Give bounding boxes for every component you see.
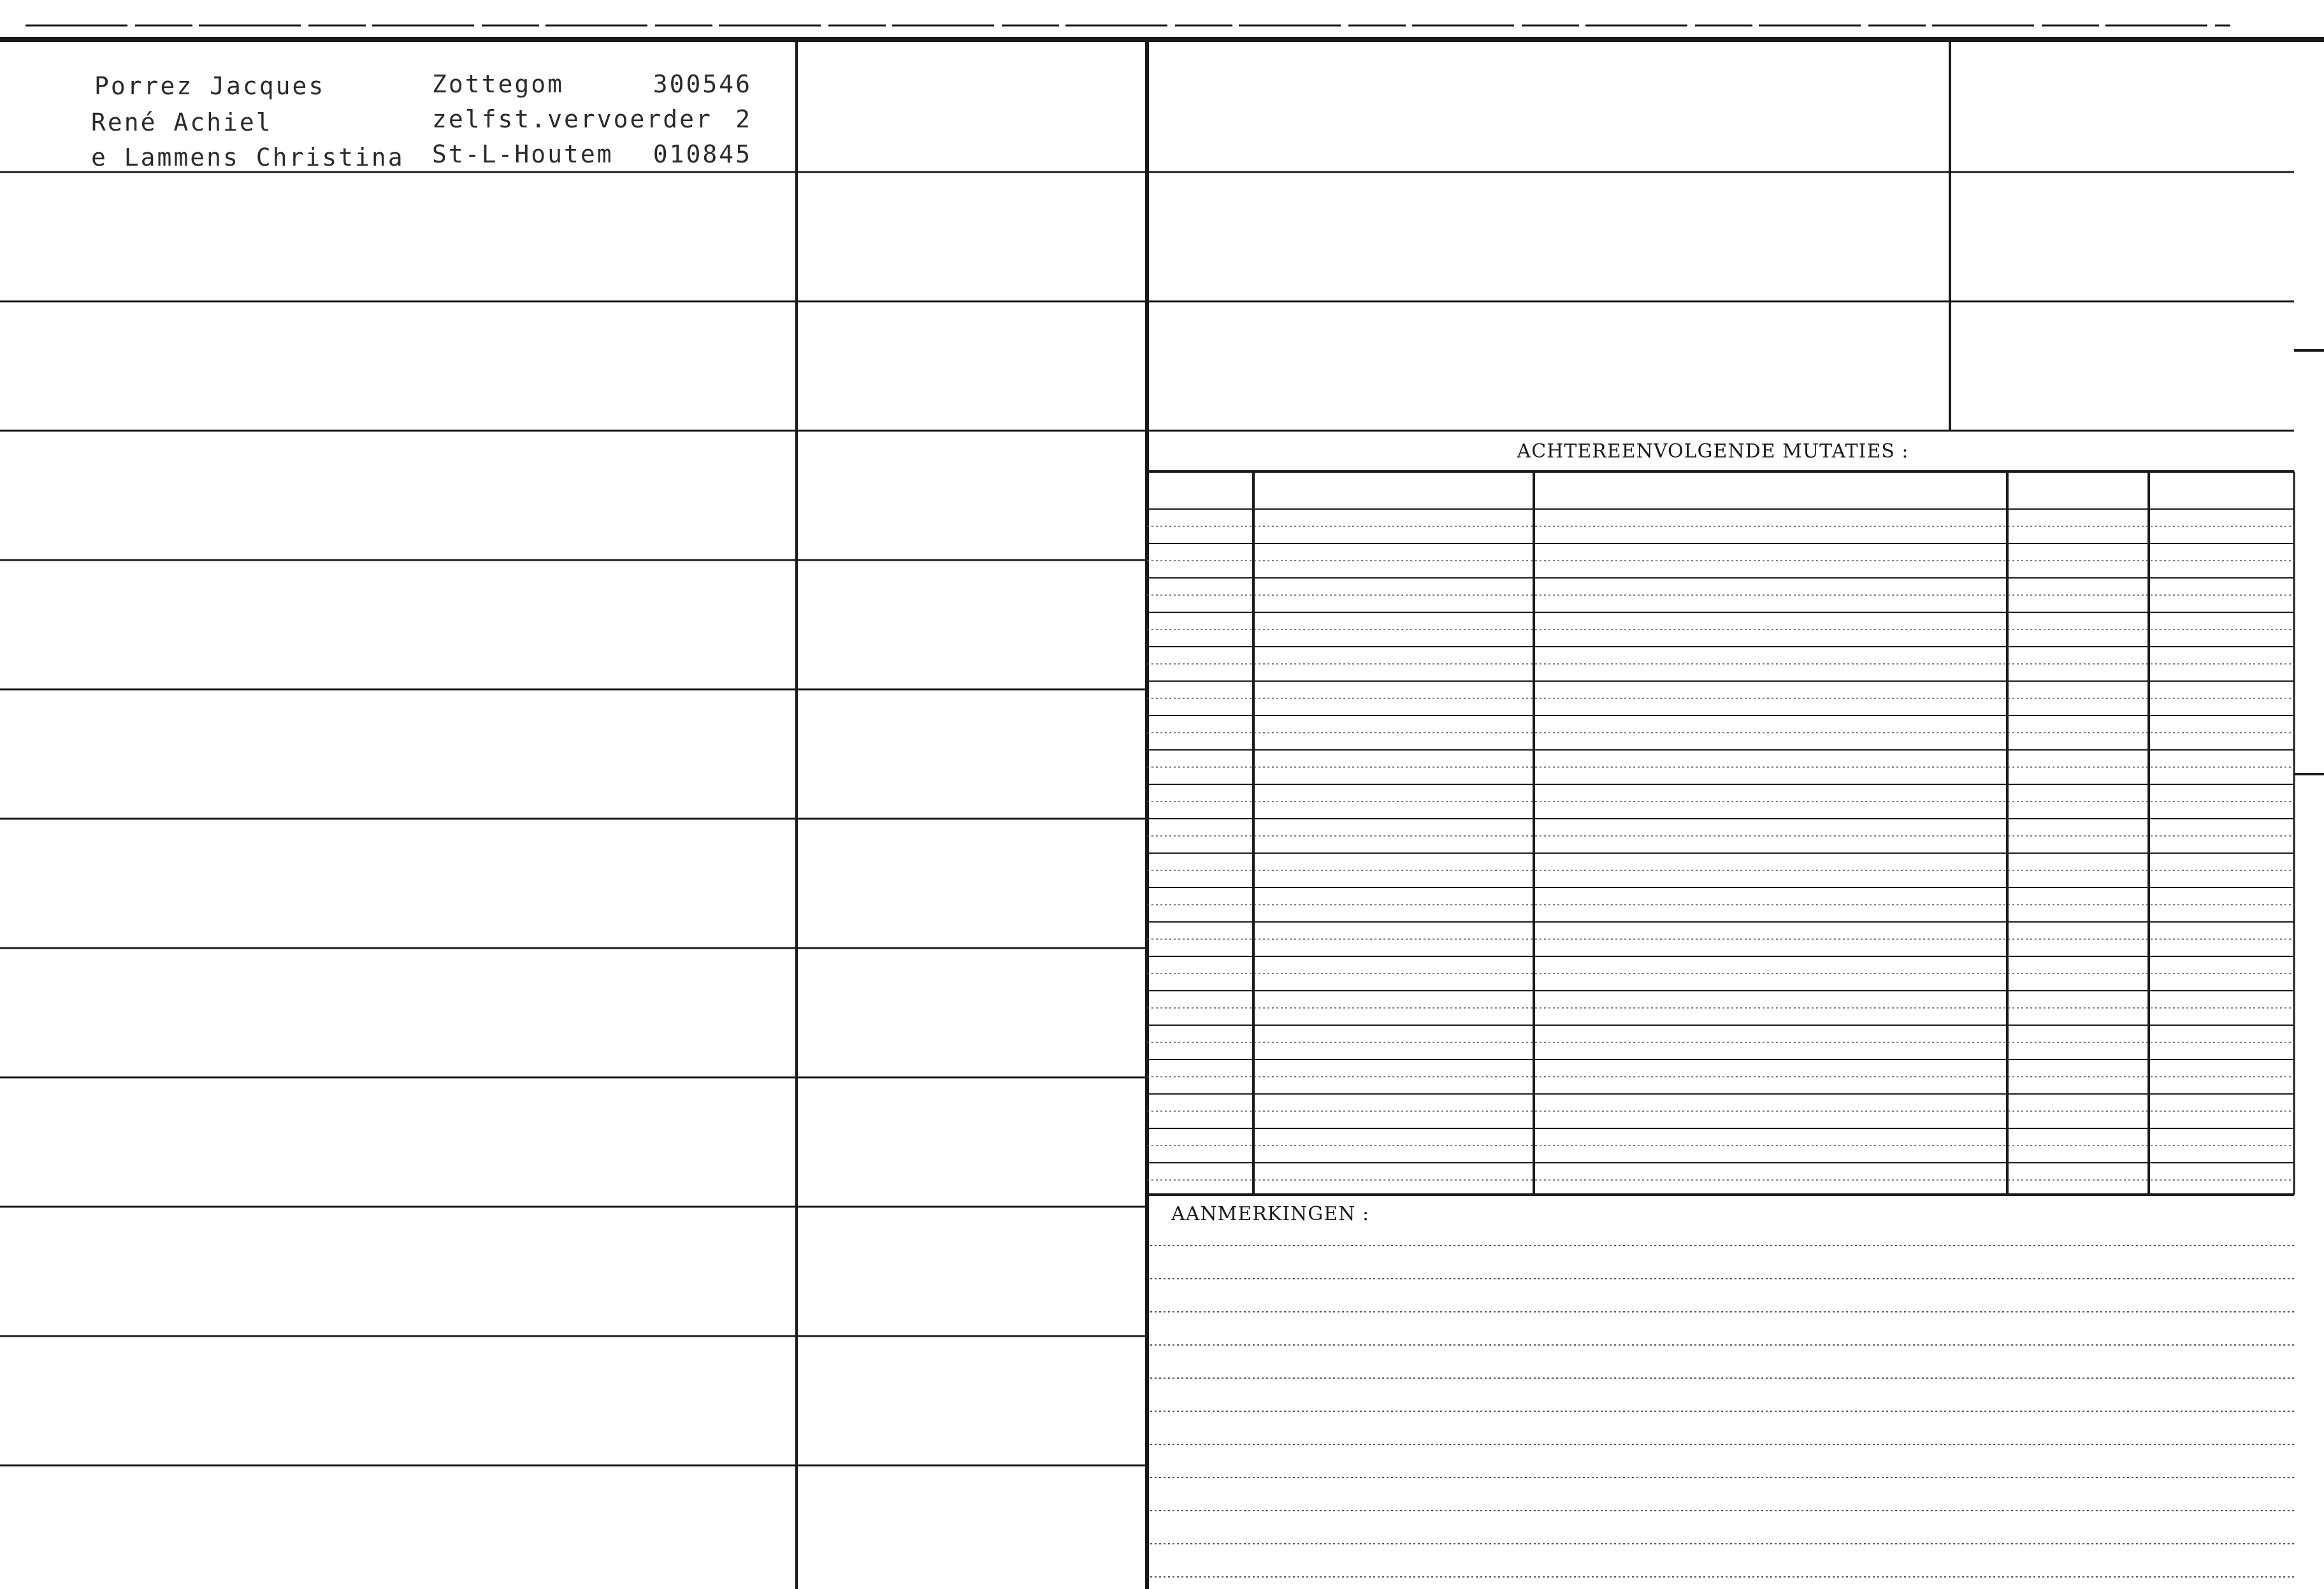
record-name-line-1: Porrez Jacques xyxy=(94,72,326,100)
record-code-line-1: 300546 xyxy=(653,70,752,98)
record-name-line-2: René Achiel xyxy=(91,108,273,136)
record-place-line-2: zelfst.vervoerder xyxy=(432,105,712,133)
mutations-section xyxy=(1147,440,2294,1195)
mutations-rows xyxy=(1147,509,2294,1180)
remarks-section xyxy=(1150,1203,2294,1577)
remarks-title: AANMERKINGEN : xyxy=(1171,1203,1370,1225)
record-place-line-3: St-L-Houtem xyxy=(432,140,614,168)
record-code-line-3: 010845 xyxy=(653,140,752,168)
record-code-line-2: 2 xyxy=(735,105,752,133)
left-register-grid xyxy=(0,40,1147,1589)
record-name-line-3: e Lammens Christina xyxy=(91,143,405,171)
typed-record xyxy=(91,70,752,171)
mutations-title: ACHTEREENVOLGENDE MUTATIES : xyxy=(1517,440,1909,463)
remarks-lines xyxy=(1150,1246,2294,1577)
record-place-line-1: Zottegom xyxy=(432,70,565,98)
top-border xyxy=(0,25,2324,40)
